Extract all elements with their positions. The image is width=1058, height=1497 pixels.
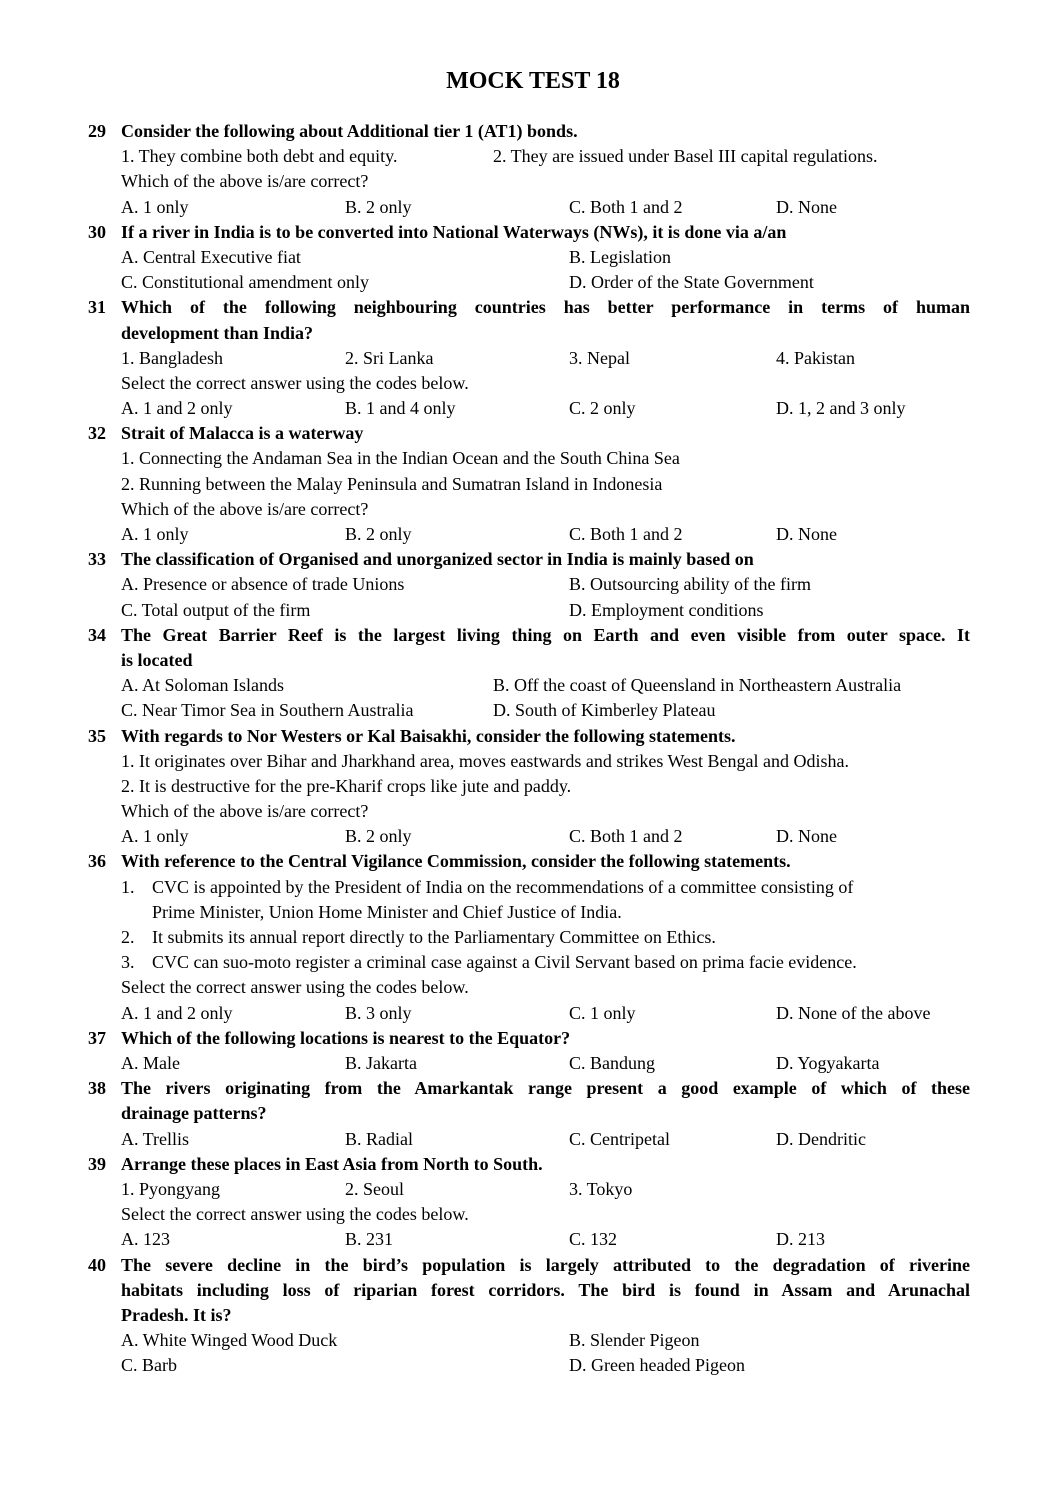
question-38 (88, 1076, 970, 1152)
statement: 1. Connecting the Andaman Sea in the Indian Ocean and the South China Sea (121, 448, 680, 469)
option-b: B. 2 only (345, 524, 412, 544)
statement: 2. It is destructive for the pre-Kharif crops like jute and paddy. (121, 775, 572, 796)
option-d: D. None (776, 196, 837, 217)
option-b: B. Jakarta (345, 1053, 417, 1073)
option-c: C. Both 1 and 2 (569, 826, 683, 847)
question-number: 32 (88, 423, 106, 444)
question-stem: Which of the following neighbouring countries has better performance in terms of human (121, 297, 970, 318)
statement: 2. They are issued under Basel III capital regulations. (493, 146, 878, 167)
option-d: D. None (776, 524, 837, 544)
option-b: B. Legislation (569, 246, 671, 267)
option-a: A. Male (121, 1053, 180, 1073)
option-a: A. At Soloman Islands (121, 675, 285, 696)
question-31 (88, 295, 970, 421)
question-number: 29 (88, 121, 106, 141)
option-d: D. None (776, 826, 837, 847)
statement-number: 1. (121, 876, 135, 897)
option-c: C. 2 only (569, 398, 636, 419)
statement: 2. Running between the Malay Peninsula and Sumatran Island in Indonesia (121, 473, 663, 494)
question-stem-continued: drainage patterns? (121, 1103, 267, 1124)
question-32 (88, 421, 970, 547)
statement-text: It submits its annual report directly to the Parliamentary Committee on Ethics. (152, 927, 716, 948)
question-stem-continued: Pradesh. It is? (121, 1304, 232, 1325)
option-d: D. Employment conditions (569, 599, 764, 620)
question-prompt: Select the correct answer using the codes below. (121, 372, 469, 393)
option-d: D. Dendritic (776, 1128, 866, 1149)
list-item: 3. Tokyo (569, 1178, 633, 1199)
option-a: A. 123 (121, 1229, 170, 1250)
question-30 (88, 220, 970, 296)
list-item: 2. Sri Lanka (345, 347, 434, 368)
question-number: 35 (88, 725, 106, 746)
option-a: A. 1 only (121, 196, 189, 217)
question-stem: Arrange these places in East Asia from North to South. (121, 1153, 543, 1174)
question-stem-continued: development than India? (121, 322, 314, 343)
question-number: 37 (88, 1027, 106, 1048)
question-number: 31 (88, 297, 106, 318)
option-a: A. Central Executive fiat (121, 246, 301, 267)
question-number: 38 (88, 1078, 106, 1099)
option-a: A. 1 and 2 only (121, 398, 233, 419)
question-number: 39 (88, 1153, 106, 1174)
question-number: 40 (88, 1254, 106, 1275)
option-b: B. Slender Pigeon (569, 1330, 700, 1351)
question-stem: Consider the following about Additional tier 1 (AT1) bonds. (121, 121, 578, 141)
question-33 (88, 547, 970, 623)
question-29 (88, 119, 970, 220)
statement-number: 2. (121, 927, 135, 948)
list-item: 4. Pakistan (776, 347, 855, 368)
statement-text: CVC is appointed by the President of India on the recommendations of a committee consisting of (152, 876, 854, 897)
question-40 (88, 1253, 970, 1379)
option-d: D. Yogyakarta (776, 1053, 880, 1073)
option-d: D. 1, 2 and 3 only (776, 398, 906, 419)
question-stem: If a river in India is to be converted into National Waterways (NWs), it is done via a/an (121, 221, 787, 242)
question-number: 33 (88, 549, 106, 570)
option-c: C. Total output of the firm (121, 599, 311, 620)
question-34 (88, 623, 970, 724)
list-item: 2. Seoul (345, 1178, 405, 1199)
numbered-statement (88, 950, 970, 975)
option-a: A. Trellis (121, 1128, 190, 1149)
option-d: D. South of Kimberley Plateau (493, 700, 716, 721)
list-item: 3. Nepal (569, 347, 630, 368)
statement-text-continued: Prime Minister, Union Home Minister and Chief Justice of India. (152, 901, 622, 922)
numbered-statement (88, 925, 970, 950)
question-stem-continued: habitats including loss of riparian forest corridors. The bird is found in Assam and Arunachal (121, 1279, 970, 1300)
question-stem: Which of the following locations is nearest to the Equator? (121, 1027, 571, 1048)
question-35 (88, 724, 970, 850)
question-stem: The severe decline in the bird’s population is largely attributed to the degradation of riverine (121, 1254, 970, 1275)
question-prompt: Which of the above is/are correct? (121, 171, 369, 192)
statement-text: CVC can suo-moto register a criminal case against a Civil Servant based on prima facie evidence. (152, 952, 857, 973)
option-b: B. 1 and 4 only (345, 398, 456, 419)
question-number: 36 (88, 851, 106, 872)
option-c: C. Constitutional amendment only (121, 272, 369, 293)
option-c: C. 1 only (569, 1002, 636, 1023)
option-c: C. Bandung (569, 1053, 656, 1073)
list-item: 1. Pyongyang (121, 1178, 220, 1199)
question-stem-continued: is located (121, 649, 193, 670)
question-stem: The Great Barrier Reef is the largest living thing on Earth and even visible from outer space. It (121, 624, 970, 645)
option-d: D. Order of the State Government (569, 272, 814, 293)
option-b: B. 3 only (345, 1002, 412, 1023)
option-c: C. Both 1 and 2 (569, 524, 683, 544)
option-d: D. None of the above (776, 1002, 931, 1023)
option-a: A. Presence or absence of trade Unions (121, 574, 405, 595)
question-37 (88, 1026, 970, 1076)
option-b: B. 2 only (345, 196, 412, 217)
question-number: 34 (88, 624, 106, 645)
option-c: C. Barb (121, 1355, 177, 1376)
question-stem: Strait of Malacca is a waterway (121, 423, 364, 444)
option-d: D. 213 (776, 1229, 825, 1250)
question-prompt: Select the correct answer using the codes below. (121, 977, 469, 998)
option-a: A. 1 only (121, 826, 189, 847)
question-stem: With reference to the Central Vigilance Commission, consider the following statements. (121, 851, 791, 872)
option-b: B. Off the coast of Queensland in Northeastern Australia (493, 675, 902, 696)
numbered-statement (88, 875, 970, 925)
question-stem: The classification of Organised and unorganized sector in India is mainly based on (121, 549, 754, 570)
statement: 1. It originates over Bihar and Jharkhand area, moves eastwards and strikes West Bengal and Odisha. (121, 750, 850, 771)
option-d: D. Green headed Pigeon (569, 1355, 745, 1376)
question-list (88, 119, 970, 1378)
option-c: C. Both 1 and 2 (569, 196, 683, 217)
option-a: A. 1 only (121, 524, 189, 544)
question-stem: The rivers originating from the Amarkantak range present a good example of which of these (121, 1078, 970, 1099)
option-c: C. Centripetal (569, 1128, 670, 1149)
question-prompt: Which of the above is/are correct? (121, 498, 369, 519)
option-b: B. 2 only (345, 826, 412, 847)
question-36 (88, 849, 970, 1025)
option-a: A. 1 and 2 only (121, 1002, 233, 1023)
option-b: B. 231 (345, 1229, 394, 1250)
statement-number: 3. (121, 952, 135, 973)
question-prompt: Select the correct answer using the codes below. (121, 1204, 469, 1225)
option-b: B. Outsourcing ability of the firm (569, 574, 811, 595)
question-stem: With regards to Nor Westers or Kal Baisakhi, consider the following statements. (121, 725, 736, 746)
option-c: C. Near Timor Sea in Southern Australia (121, 700, 414, 721)
question-39 (88, 1152, 970, 1253)
list-item: 1. Bangladesh (121, 347, 223, 368)
option-c: C. 132 (569, 1229, 618, 1250)
question-number: 30 (88, 221, 106, 242)
question-prompt: Which of the above is/are correct? (121, 801, 369, 822)
page-title: MOCK TEST 18 (446, 68, 620, 94)
option-a: A. White Winged Wood Duck (121, 1330, 338, 1351)
statement: 1. They combine both debt and equity. (121, 146, 398, 167)
option-b: B. Radial (345, 1128, 413, 1149)
